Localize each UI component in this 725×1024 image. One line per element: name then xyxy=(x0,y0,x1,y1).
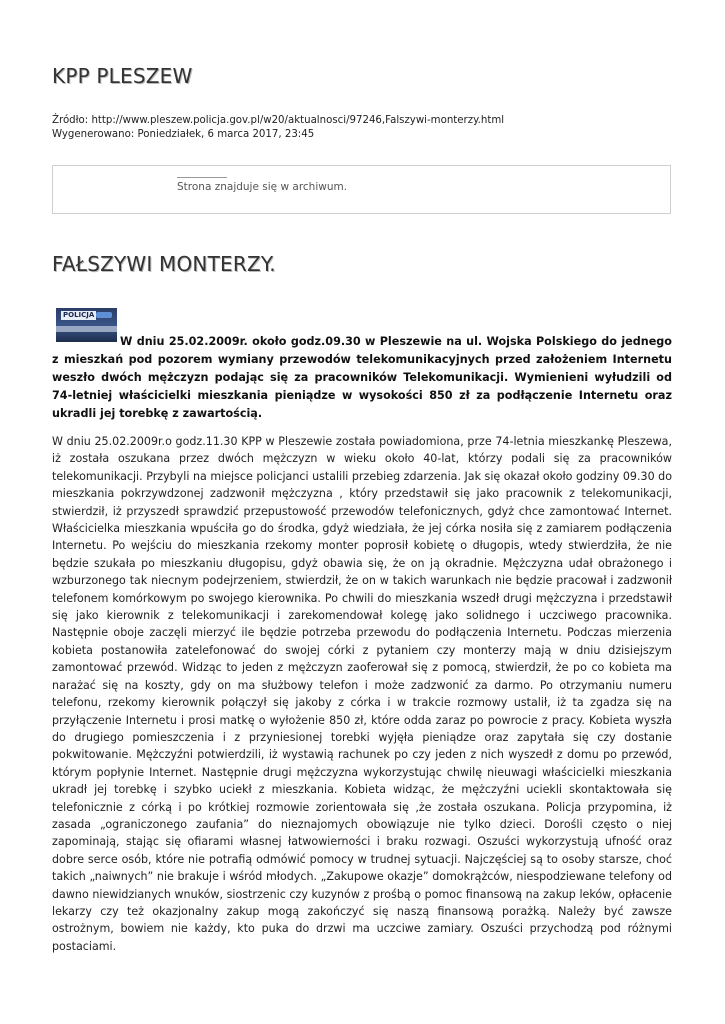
generated-date: Wygenerowano: Poniedziałek, 6 marca 2017, 23:45 xyxy=(52,129,315,140)
police-label: POLICJA xyxy=(63,311,95,319)
article-lead: W dniu 25.02.2009r. około godz.09.30 w Pleszewie na ul. Wojska Polskiego do jednego z mieszkań pod pozorem wymiany przewodów telekomunikacyjnych przed założeniem Internetu weszło dwóch mężczyzn podając się za pracowników Telekomunikacji. Wymienieni wyłudzili od 74-letniej właścicielki mieszkania pieniądze w wysokości 850 zł za podłączenie Internetu oraz ukradli jej torebkę z zawartością. xyxy=(52,335,672,420)
document-meta xyxy=(52,114,504,142)
car-stripe xyxy=(56,326,117,332)
archive-notice-text: Strona znajduje się w archiwum. xyxy=(177,181,348,193)
site-title: KPP PLESZEW xyxy=(52,64,193,88)
article-body: W dniu 25.02.2009r.o godz.11.30 KPP w Pleszewie została powiadomiona, prze 74-letnia mieszkankę Pleszewa, iż została oszukana przez dwóch mężczyzn w wieku około 40-lat, którzy podali się za pracowników telekomunikacji. Przybyli na miejsce policjanci ustalili przebieg zdarzenia. Jak się okazał około godziny 09.30 do mieszkania pokrzywdzonej zadzwonił mężczyzna , który przedstawił się jako pracownik z telekomunikacji, stwierdził, iż przyszedł sprawdzić przepustowość przewodów telefonicznych, gdyż chce zamontować Internet. Właścicielka mieszkania wpuściła go do środka, gdyż wiedziała, że jej córka nosiła się z zamiarem podłączenia Internetu. Po wejściu do mieszkania rzekomy monter poprosił kobietę o długopis, wtedy stwierdziła, że nie będzie szukała po mieszkaniu długopisu, gdyż obawia się, że on ją okradnie. Mężczyzna udał obrażonego i wzburzonego tak niecnym podejrzeniem, stwierdził, że on w takich warunkach nie będzie pracował i zadzwonił telefonem komórkowym po swojego kierownika. Po chwili do mieszkania wszedł drugi mężczyzna i przedstawił się jako kierownik z telekomunikacji i zarekomendował kolegę jako solidnego i uczciwego pracownika. Następnie oboje zaczęli mierzyć ile będzie potrzeba przewodu do podłączenia Internetu. Podczas mierzenia kobieta postanowiła zatelefonować do swojej córki z pytaniem czy monterzy mają w dniu dzisiejszym zamontować przewód. Widząc to jeden z mężczyzn zaoferował się z pomocą, stwierdził, że po co kobieta ma narażać się na koszty, gdy on ma służbowy telefon i może zadzwonić za darmo. Po otrzymaniu numeru telefonu, rzekomy kierownik połączył się jakoby z córka i w trakcie rozmowy ustalił, iż ta zgadza się na przyłączenie Internetu i prosi matkę o wyłożenie 850 zł, które odda zaraz po powrocie z pracy. Kobieta wyszła do drugiego pomieszczenia i z przyniesionej torebki wyjęła pieniądze oraz zapytała się czy dostanie pokwitowanie. Mężczyźni potwierdzili, iż wystawią rachunek po czy jeden z nich wyszedł z domu po przewód, którym popłynie Internet. Następnie drugi mężczyzna wykorzystując chwilę nieuwagi właścicielki mieszkania ukradł jej torebkę i szybko uciekł z mieszkania. Kobieta widząc, że mężczyźni uciekli skontaktowała się telefonicznie z córką i po krótkiej rozmowie zorientowała się ,że została oszukana. Policja przypomina, iż zasada „ograniczonego zaufania” do nieznajomych obowiązuje nie tylko dzieci. Dorośli często o niej zapominają, stając się ofiarami własnej łatwowierności i braku rozwagi. Oszuści wykorzystują ufność oraz dobre serce osób, które nie potrafią odmówić pomocy w trudnej sytuacji. Najczęściej są to osoby starsze, choć takich „naiwnych” nie brakuje i wśród młodych. „Zakupowe okazje” domokrążców, niespodziewane telefony od dawno niewidzianych wnuków, siostrzenic czy kuzynów z prośbą o pomoc finansową na zakup leków, opłacenie lekarzy czy też okazjonalny zakup mogą zakończyć się naszą finansową porażką. Należy być zawsze ostrożnym, bowiem nie każdy, kto puka do drzwi ma uczciwe zamiary. Oszuści przychodzą pod różnymi postaciami. xyxy=(52,435,672,953)
article-title: FAŁSZYWI MONTERZY. xyxy=(52,252,276,276)
source-url: Źródło: http://www.pleszew.policja.gov.pl/w20/aktualnosci/97246,Falszywi-monterzy.html xyxy=(52,115,505,126)
car-light xyxy=(96,312,112,318)
archive-notice xyxy=(52,165,671,214)
notice-divider xyxy=(177,177,227,178)
